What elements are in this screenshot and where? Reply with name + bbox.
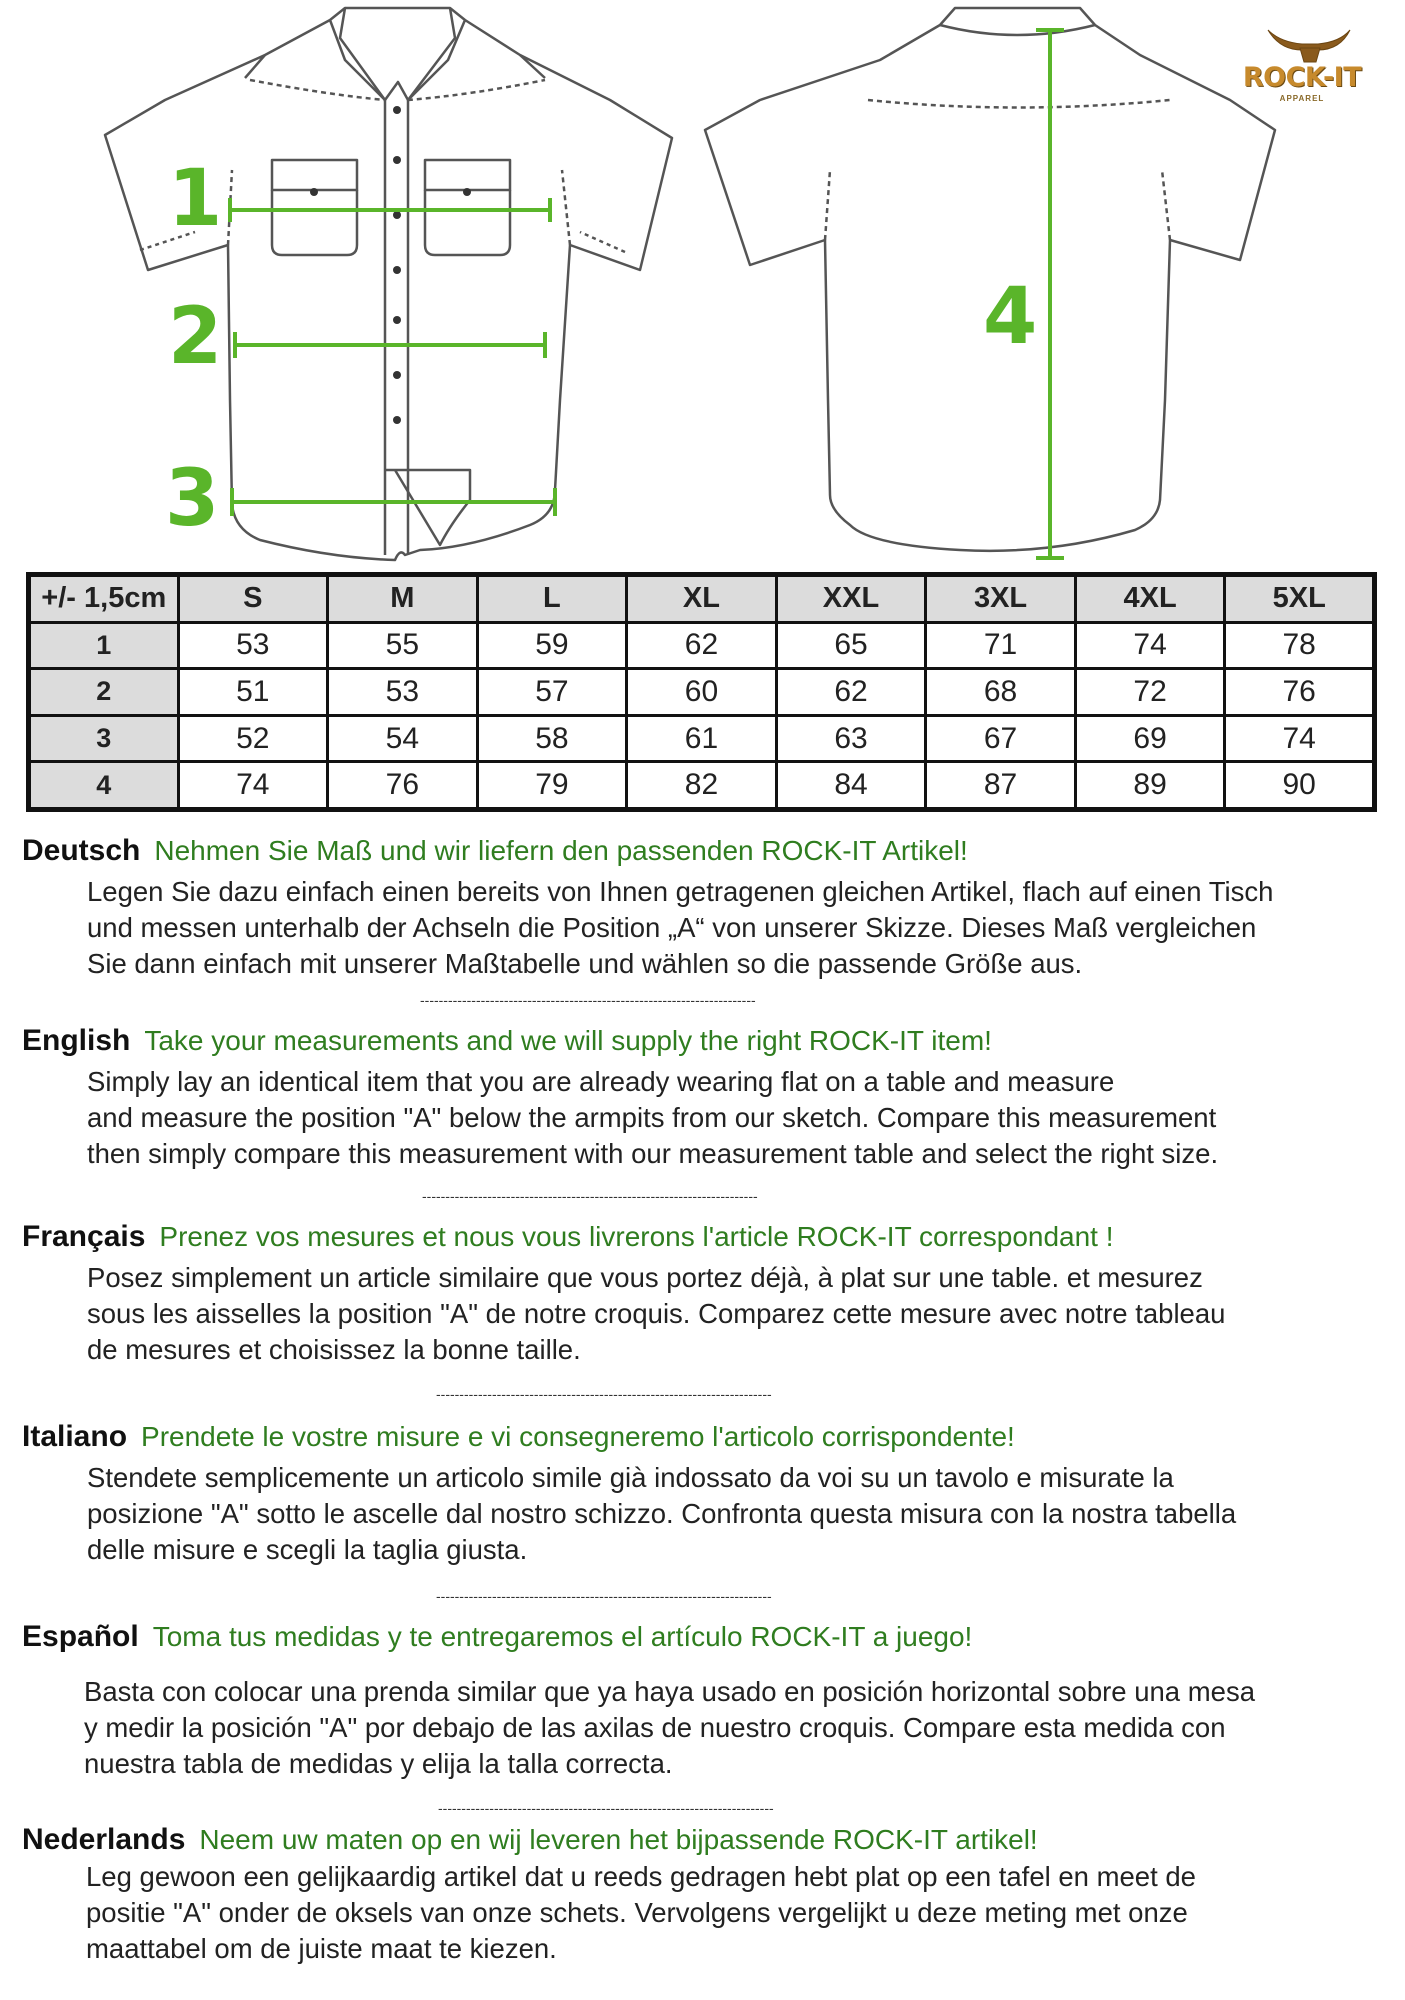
section-nederlands [22,1823,1402,1967]
table-cell: 53 [328,669,478,716]
instruction-line: y medir la posición "A" por debajo de las axilas de nuestro croquis. Compare esta medida con [84,1712,1226,1743]
size-header: 3XL [926,575,1076,623]
brand-logo [1222,18,1382,113]
instruction-line: positie "A" onder de oksels van onze schets. Vervolgens vergelijkt u deze meting met onze [86,1897,1188,1928]
language-tagline: Toma tus medidas y te entregaremos el artículo ROCK-IT a juego! [152,1621,973,1652]
instruction-line: Sie dann einfach mit unserer Maßtabelle und wählen so die passende Größe aus. [87,948,1083,979]
instruction-line: nuestra tabla de medidas y elija la talla correcta. [84,1748,673,1779]
table-cell: 72 [1075,669,1225,716]
table-header-row [29,575,1375,623]
language-name: English [22,1024,131,1057]
table-row [29,762,1375,810]
table-row [29,622,1375,669]
table-cell: 74 [1075,622,1225,669]
table-cell: 63 [776,715,926,762]
table-cell: 69 [1075,715,1225,762]
table-cell: 51 [178,669,328,716]
table-cell: 57 [477,669,627,716]
language-name: Français [22,1220,146,1253]
language-name: Nederlands [22,1823,186,1856]
section-espanol [22,1620,1402,1782]
table-cell: 67 [926,715,1076,762]
size-header: M [328,575,478,623]
table-cell: 65 [776,622,926,669]
language-tagline: Prendete le vostre misure e vi consegneremo l'articolo corrispondente! [141,1421,1015,1452]
size-header: 4XL [1075,575,1225,623]
brand-name: ROCK-IT [1242,62,1362,93]
instruction-line: Stendete semplicemente un articolo simile già indossato da voi su un tavolo e misurate la [87,1462,1174,1493]
table-cell: 53 [178,622,328,669]
table-cell: 82 [627,762,777,810]
instruction-line: Leg gewoon een gelijkaardig artikel dat u reeds gedragen hebt plat op een tafel en meet de [86,1861,1196,1892]
instruction-line: und messen unterhalb der Achseln die Position „A“ von unserer Skizze. Dieses Maß vergleichen [87,912,1257,943]
section-english [22,1024,1402,1172]
table-corner: +/- 1,5cm [29,575,179,623]
marker-4: 4 [983,272,1038,362]
size-header: L [477,575,627,623]
table-cell: 89 [1075,762,1225,810]
instruction-line: then simply compare this measurement with our measurement table and select the right size. [87,1138,1219,1169]
table-cell: 87 [926,762,1076,810]
row-label: 2 [29,669,179,716]
table-row [29,715,1375,762]
instruction-line: delle misure e scegli la taglia giusta. [87,1534,528,1565]
table-cell: 74 [1225,715,1375,762]
section-italiano [22,1420,1402,1568]
section-deutsch [22,834,1402,982]
section-francais [22,1220,1402,1368]
instruction-line: Basta con colocar una prenda similar que ya haya usado en posición horizontal sobre una mesa [84,1676,1255,1707]
instruction-line: Legen Sie dazu einfach einen bereits von Ihnen getragenen gleichen Artikel, flach auf einen Tisch [87,876,1274,907]
marker-2: 2 [168,292,223,382]
table-cell: 90 [1225,762,1375,810]
section-separator: ------------------------------------------------------------------------ [436,1588,772,1604]
language-name: Español [22,1620,139,1653]
instruction-line: posizione "A" sotto le ascelle dal nostro schizzo. Confronta questa misura con la nostra tabella [87,1498,1237,1529]
table-cell: 59 [477,622,627,669]
table-cell: 78 [1225,622,1375,669]
table-cell: 62 [627,622,777,669]
instruction-line: Simply lay an identical item that you are already wearing flat on a table and measure [87,1066,1115,1097]
table-cell: 68 [926,669,1076,716]
marker-3: 3 [165,454,220,544]
instruction-line: sous les aisselles la position "A" de notre croquis. Comparez cette mesure avec notre tableau [87,1298,1226,1329]
instruction-line: de mesures et choisissez la bonne taille. [87,1334,581,1365]
brand-subtitle: APPAREL [1279,94,1325,103]
table-cell: 84 [776,762,926,810]
instruction-line: Posez simplement un article similaire que vous portez déjà, à plat sur une table. et mesurez [87,1262,1203,1293]
table-cell: 61 [627,715,777,762]
table-cell: 79 [477,762,627,810]
language-tagline: Take your measurements and we will supply the right ROCK-IT item! [144,1025,992,1056]
row-label: 3 [29,715,179,762]
size-header: XL [627,575,777,623]
table-row [29,669,1375,716]
table-cell: 62 [776,669,926,716]
instruction-line: maattabel om de juiste maat te kiezen. [86,1933,557,1964]
instruction-line: and measure the position "A" below the armpits from our sketch. Compare this measurement [87,1102,1217,1133]
size-table [26,572,1377,812]
size-header: XXL [776,575,926,623]
table-cell: 76 [328,762,478,810]
section-separator: ------------------------------------------------------------------------ [420,992,756,1008]
table-cell: 54 [328,715,478,762]
row-label: 1 [29,622,179,669]
language-tagline: Nehmen Sie Maß und wir liefern den passenden ROCK-IT Artikel! [154,835,968,866]
row-label: 4 [29,762,179,810]
marker-1: 1 [168,154,223,244]
section-separator: ------------------------------------------------------------------------ [438,1800,774,1816]
section-separator: ------------------------------------------------------------------------ [436,1386,772,1402]
table-cell: 58 [477,715,627,762]
size-header: S [178,575,328,623]
size-header: 5XL [1225,575,1375,623]
table-cell: 60 [627,669,777,716]
table-cell: 52 [178,715,328,762]
language-name: Deutsch [22,834,141,867]
table-cell: 76 [1225,669,1375,716]
section-separator: ------------------------------------------------------------------------ [422,1188,758,1204]
language-tagline: Neem uw maten op en wij leveren het bijpassende ROCK-IT artikel! [199,1824,1038,1855]
table-cell: 55 [328,622,478,669]
language-name: Italiano [22,1420,128,1453]
table-cell: 71 [926,622,1076,669]
table-cell: 74 [178,762,328,810]
language-tagline: Prenez vos mesures et nous vous livrerons l'article ROCK-IT correspondant ! [159,1221,1114,1252]
